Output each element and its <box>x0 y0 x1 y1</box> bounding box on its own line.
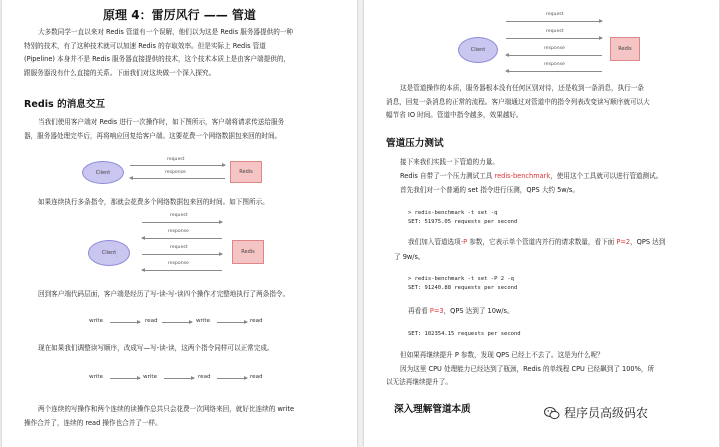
paragraph: 回到客户端代码层面，客户端是经历了写-读-写-读四个操作才完整地执行了两条指令。 <box>38 290 290 298</box>
paragraph-line: 但如果再继续提升 P 参数，发现 QPS 已经上不去了。这是为什么呢？ <box>400 351 604 359</box>
client-node: Client <box>82 161 124 184</box>
paragraph-line: 因为这里 CPU 处理能力已经达到了瓶颈，Redis 的单线程 CPU 已经飙到了 100%，所 <box>400 364 655 373</box>
paragraph-line: 当我们使用客户端对 Redis 进行一次操作时，如下图所示，客户端将请求传送给服务 <box>38 118 285 126</box>
paragraph <box>408 305 713 319</box>
request-arrow <box>506 38 602 39</box>
intro-line: 大多数同学一直以来对 Redis 管道有一个误解，他们以为这是 Redis 服务器提供的一种 <box>38 28 293 36</box>
request-label: request <box>546 12 564 17</box>
flow-step: read <box>198 374 211 380</box>
option-highlight: P=2 <box>616 238 631 246</box>
flow-step: read <box>250 374 263 380</box>
paragraph: 接下来我们实践一下管道的力量。 <box>400 158 499 166</box>
flow-step: write <box>89 374 104 380</box>
request-arrow <box>142 254 222 255</box>
section-heading-pipeline-benchmark: 管道压力测试 <box>386 138 444 149</box>
text-span: Redis 自带了一个压力测试工具 <box>400 172 495 180</box>
option-highlight: -P <box>460 238 468 246</box>
text-span: 再看看 <box>408 307 430 315</box>
paragraph <box>386 82 711 123</box>
redis-node: Redis <box>230 161 262 183</box>
request-label: request <box>170 213 188 218</box>
redis-node: Redis <box>610 37 640 61</box>
paragraph-line: 以无法再继续提升了。 <box>386 378 452 386</box>
request-arrow <box>130 165 225 166</box>
text-span: ，使用这个工具就可以进行管道测试。 <box>550 172 663 180</box>
response-arrow <box>142 270 222 271</box>
left-page <box>2 0 357 447</box>
paragraph <box>400 170 715 184</box>
text-span: ，QPS 达到了 10w/s。 <box>443 307 514 315</box>
flow-arrow <box>110 322 140 323</box>
response-arrow <box>142 238 222 239</box>
chapter-title: 原理 4：雷厉风行 —— 管道 <box>103 8 256 22</box>
code-line: SET: 102354.15 requests per second <box>408 331 521 337</box>
intro-paragraph <box>24 26 349 80</box>
request-label: request <box>546 29 564 34</box>
text-span: 参数，它表示单个管道内并行的请求数量，看下面 <box>467 238 617 246</box>
request-label: request <box>170 245 188 250</box>
code-line: SET: 51975.05 requests per second <box>408 219 518 225</box>
code-block <box>408 209 517 227</box>
paragraph-line: 两个连续的写操作和两个连续的读操作总共只会花费一次网络来回，就好比连续的 write <box>38 405 295 413</box>
watermark <box>544 404 648 421</box>
intro-line: 特别的技术，有了这种技术就可以加速 Redis 的存取效率。但是实际上 Redis 管道 <box>24 41 266 50</box>
code-block <box>408 275 517 293</box>
response-label: response <box>544 46 565 51</box>
flow-step: read <box>250 318 263 324</box>
paragraph-line: 消息，回复一条消息的正常的流程。客户端通过对管道中的指令列表改变读写顺序就可以大 <box>386 97 650 106</box>
text-span: ，QPS 达到 <box>630 238 666 246</box>
paragraph-line: 操作合并了，连续的 read 操作也合并了一样。 <box>24 418 162 427</box>
response-arrow <box>506 55 602 56</box>
flow-arrow <box>164 378 194 379</box>
benchmark-tool-name: redis-benchmark <box>494 172 551 180</box>
response-label: response <box>168 261 189 266</box>
response-label: response <box>165 170 186 175</box>
code-block <box>408 330 521 339</box>
wechat-icon <box>544 406 560 420</box>
flow-arrow <box>110 378 140 379</box>
request-arrow <box>142 222 222 223</box>
paragraph-line: 幅节省 IO 时间。管道中指令越多，效果越好。 <box>386 111 523 119</box>
code-line: > redis-benchmark -t set -q <box>408 210 498 216</box>
request-arrow <box>506 21 602 22</box>
flow-arrow <box>162 322 192 323</box>
paragraph-line: 器，服务器处理完毕后，再将响应回复给客户端。这要花费一个网络数据包来回的时间。 <box>24 131 282 140</box>
paragraph: 如果连续执行多条指令，那就会花费多个网络数据包来回的时间。如下图所示。 <box>38 198 269 206</box>
flow-step: write <box>89 318 104 324</box>
paragraph-line: 了 9w/s。 <box>394 253 425 261</box>
flow-step: read <box>145 318 158 324</box>
option-highlight: P=3 <box>429 307 444 315</box>
intro-line: 跟服务器没有什么直接的关系。下面我们对这块做一个深入探究。 <box>24 68 216 77</box>
paragraph: 首先我们对一个普通的 set 指令进行压测，QPS 大约 5w/s。 <box>400 186 579 194</box>
paragraph: 现在如果我们调整读写顺序，改成写—写-读-读，这两个指令同样可以正常完成。 <box>38 344 274 352</box>
client-node: Client <box>88 240 130 266</box>
code-line: SET: 91240.88 requests per second <box>408 285 518 291</box>
response-arrow <box>130 178 225 179</box>
text-span: 我们加入管道选项 <box>408 238 461 246</box>
flow-step: write <box>143 374 158 380</box>
intro-line: (Pipeline) 本身并不是 Redis 服务器直接提供的技术，这个技术本质上是由客户端提供的， <box>24 55 291 63</box>
flow-step: write <box>196 318 211 324</box>
flow-arrow <box>217 322 247 323</box>
redis-node: Redis <box>232 240 264 264</box>
paragraph <box>24 116 349 143</box>
flow-arrow <box>217 378 247 379</box>
watermark-text: 程序员高级码农 <box>564 406 649 420</box>
response-label: response <box>168 229 189 234</box>
paragraph <box>408 236 713 250</box>
paragraph-line: 这是管道操作的本质，服务器根本没有任何区别对待，还是收到一条消息，执行一条 <box>400 84 644 92</box>
request-label: request <box>167 157 185 162</box>
client-node: Client <box>458 37 498 63</box>
response-arrow <box>506 71 602 72</box>
right-page <box>364 0 719 447</box>
response-label: response <box>544 62 565 67</box>
paragraph <box>386 349 711 390</box>
section-heading-pipeline-essence: 深入理解管道本质 <box>394 404 471 415</box>
section-heading-redis-messages: Redis 的消息交互 <box>24 99 106 110</box>
paragraph <box>24 403 349 430</box>
code-line: > redis-benchmark -t set -P 2 -q <box>408 276 514 282</box>
